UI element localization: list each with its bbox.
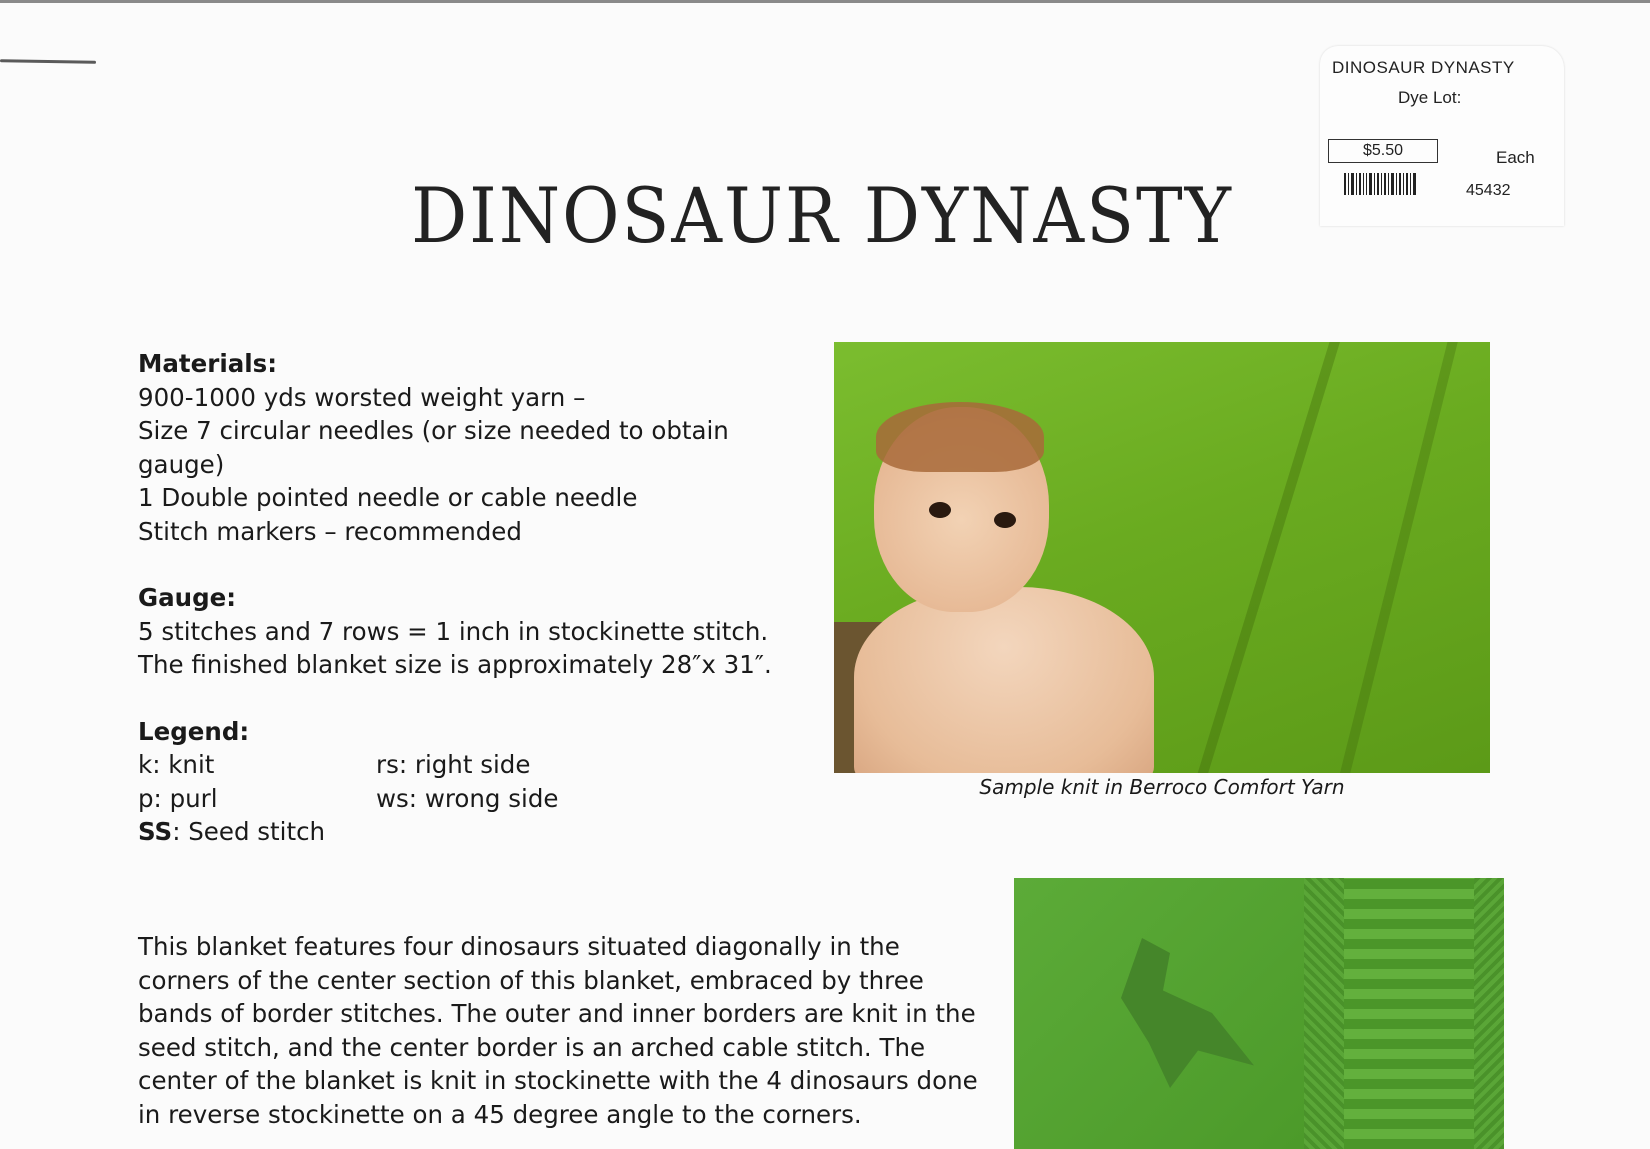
materials-line: 1 Double pointed needle or cable needle — [138, 483, 638, 512]
sticker-dye-lot: Dye Lot: — [1398, 88, 1462, 107]
legend-seed-stitch — [138, 815, 376, 849]
sticker-unit: Each — [1496, 148, 1535, 167]
page-title-text: DINOSAUR DYNASTY — [411, 171, 1233, 261]
legend-knit: k: knit — [138, 750, 215, 779]
gauge-line: 5 stitches and 7 rows = 1 inch in stockinette stitch. — [138, 616, 769, 646]
materials-line: gauge) — [138, 449, 225, 479]
legend-right-side: rs: right side — [376, 750, 531, 779]
description-line: center of the blanket is knit in stockinette with the 4 dinosaurs done — [138, 1066, 978, 1095]
description-line: seed stitch, and the center border is an arched cable stitch. The — [138, 1032, 926, 1062]
baby-body-shape — [854, 587, 1154, 773]
description-line: This blanket features four dinosaurs situated diagonally in the — [138, 932, 900, 961]
description-line: in reverse stockinette on a 45 degree angle to the corners. — [138, 1099, 862, 1129]
gauge-heading: Gauge: — [138, 583, 237, 612]
legend-heading: Legend: — [138, 716, 250, 746]
materials-line: Stitch markers – recommended — [138, 516, 522, 546]
legend-purl: p: purl — [138, 783, 218, 813]
legend-ss-text: : Seed stitch — [172, 817, 326, 846]
blanket-detail-photo — [1014, 878, 1504, 1149]
baby-photo — [834, 342, 1490, 773]
top-edge — [0, 0, 1650, 3]
description — [138, 930, 998, 1131]
sticker-title: DINOSAUR DYNASTY — [1332, 58, 1515, 77]
sticker-sku: 45432 — [1466, 182, 1511, 199]
page-title — [0, 171, 1650, 261]
description-line: corners of the center section of this blanket, embraced by three — [138, 965, 924, 995]
legend-grid — [138, 748, 798, 849]
materials-line: Size 7 circular needles (or size needed to obtain — [138, 416, 729, 445]
legend-ss-abbr: SS — [138, 817, 173, 846]
photo-caption: Sample knit in Berroco Comfort Yarn — [979, 775, 1345, 799]
staple-mark — [0, 59, 96, 64]
materials-heading: Materials: — [138, 349, 278, 378]
gauge-line: The finished blanket size is approximately 28″x 31″. — [138, 650, 772, 679]
description-line: bands of border stitches. The outer and inner borders are knit in the — [138, 999, 976, 1028]
sticker-price: $5.50 — [1328, 139, 1438, 163]
pattern-details — [138, 347, 798, 849]
legend-wrong-side: ws: wrong side — [376, 783, 559, 813]
materials-line: 900-1000 yds worsted weight yarn – — [138, 382, 586, 412]
